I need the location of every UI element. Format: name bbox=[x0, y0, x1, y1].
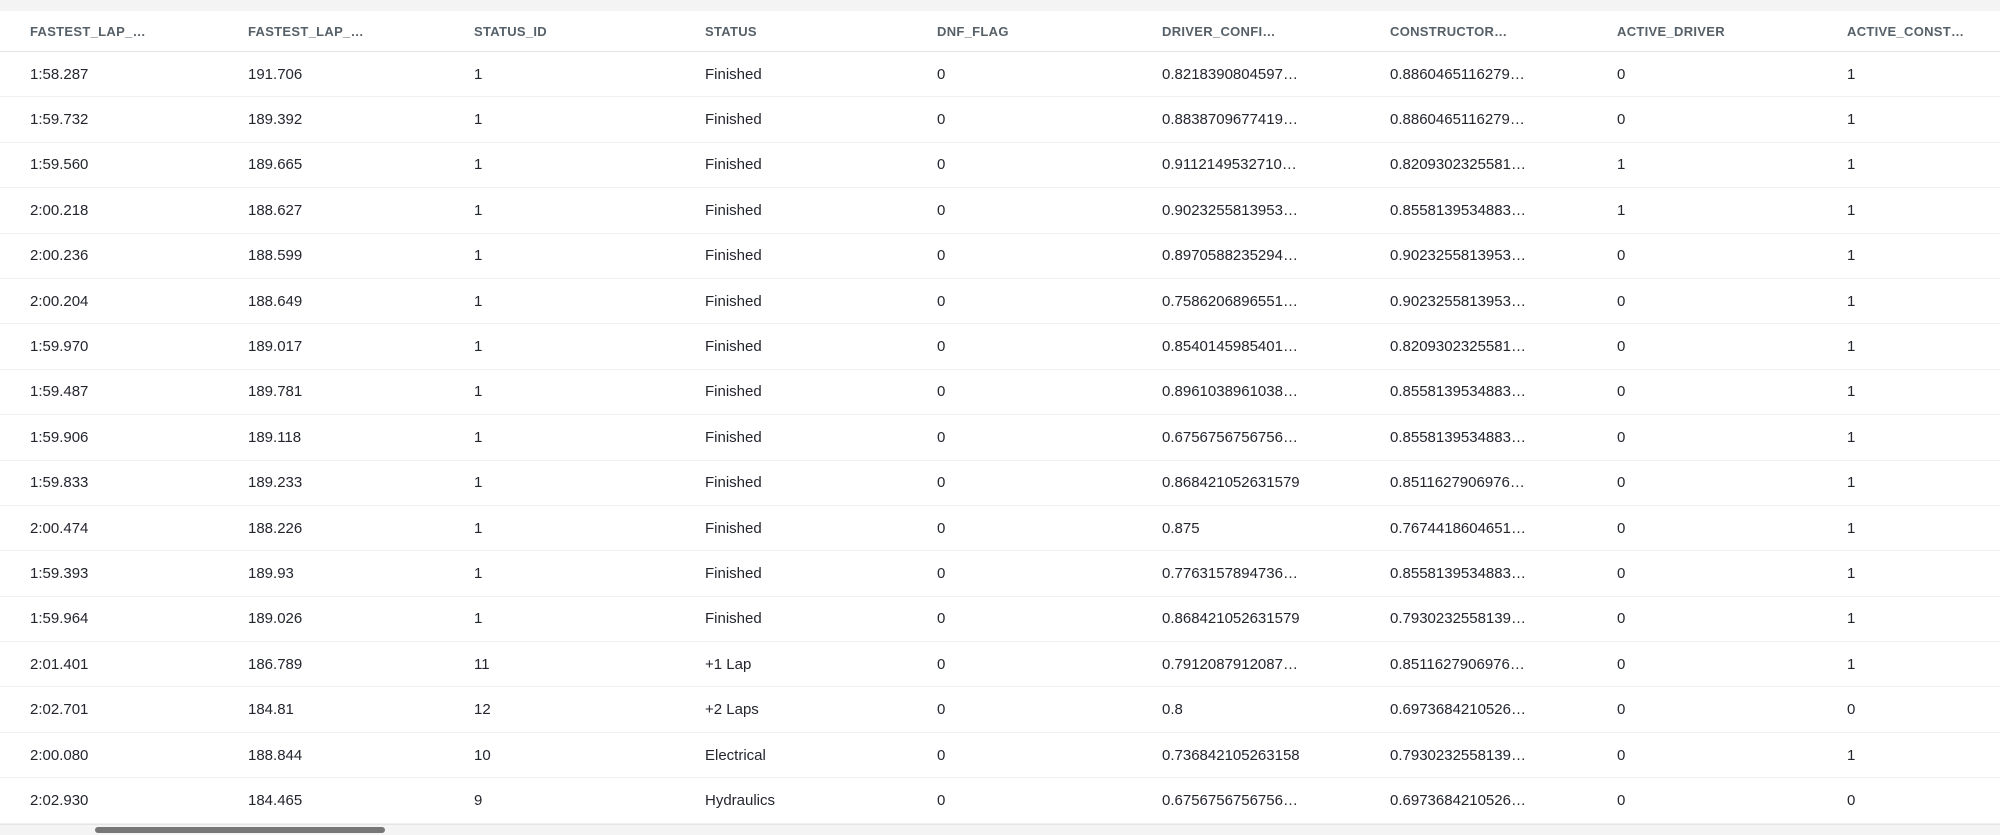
table-cell[interactable]: 0 bbox=[1617, 428, 1626, 446]
table-cell[interactable]: 0.9023255813953… bbox=[1390, 247, 1526, 265]
table-cell[interactable]: 0.7912087912087… bbox=[1162, 655, 1298, 673]
table-row bbox=[0, 143, 2000, 188]
table-cell[interactable]: 1 bbox=[474, 610, 483, 628]
table-cell[interactable]: 0.8558139534883… bbox=[1390, 428, 1526, 446]
table-cell[interactable]: Finished bbox=[705, 428, 762, 446]
table-cell[interactable]: 0 bbox=[937, 655, 946, 673]
table-row bbox=[0, 370, 2000, 415]
table-cell[interactable]: 0 bbox=[937, 791, 946, 809]
table-cell[interactable]: 2:00.474 bbox=[30, 519, 89, 537]
table-cell[interactable]: 1 bbox=[1847, 655, 1856, 673]
table-body bbox=[0, 52, 2000, 824]
table-cell[interactable]: Finished bbox=[705, 383, 762, 401]
table-cell[interactable]: 1:59.833 bbox=[30, 474, 89, 492]
table-cell[interactable]: 184.465 bbox=[248, 791, 303, 809]
table-cell[interactable]: 1 bbox=[1847, 111, 1856, 129]
table-cell[interactable]: 1 bbox=[1847, 338, 1856, 356]
table-cell[interactable]: Electrical bbox=[705, 746, 766, 764]
table-cell[interactable]: 0.8209302325581… bbox=[1390, 156, 1526, 174]
table-cell[interactable]: 1:59.906 bbox=[30, 428, 89, 446]
table-cell[interactable]: 2:02.701 bbox=[30, 701, 89, 719]
table-cell[interactable]: 0 bbox=[1617, 383, 1626, 401]
table-cell[interactable]: 0.8558139534883… bbox=[1390, 383, 1526, 401]
table-cell[interactable]: 1 bbox=[474, 564, 483, 582]
table-row bbox=[0, 97, 2000, 142]
table-cell[interactable]: 0 bbox=[937, 65, 946, 83]
table-cell[interactable]: 0.7930232558139… bbox=[1390, 746, 1526, 764]
table-row bbox=[0, 234, 2000, 279]
table-cell[interactable]: 188.599 bbox=[248, 247, 303, 265]
table-cell[interactable]: 1:59.487 bbox=[30, 383, 89, 401]
table-cell[interactable]: +1 Lap bbox=[705, 655, 752, 673]
table-cell[interactable]: 0 bbox=[937, 428, 946, 446]
table-cell[interactable]: 0.8511627906976… bbox=[1390, 655, 1525, 673]
table-cell[interactable]: 0 bbox=[937, 564, 946, 582]
table-cell[interactable]: 188.627 bbox=[248, 201, 303, 219]
table-row bbox=[0, 415, 2000, 460]
table-cell[interactable]: 0 bbox=[937, 247, 946, 265]
table-cell[interactable]: 1 bbox=[1847, 519, 1856, 537]
table-cell[interactable]: 0.8511627906976… bbox=[1390, 474, 1525, 492]
table-cell[interactable]: 1 bbox=[1847, 428, 1856, 446]
table-cell[interactable]: 184.81 bbox=[248, 701, 294, 719]
table-cell[interactable]: 0.875 bbox=[1162, 519, 1200, 537]
table-cell[interactable]: 0 bbox=[1617, 746, 1626, 764]
column-header-status-id[interactable]: STATUS_ID bbox=[474, 23, 548, 39]
table-cell[interactable]: 0 bbox=[1617, 519, 1626, 537]
table-cell[interactable]: Finished bbox=[705, 111, 762, 129]
table-cell[interactable]: 0.6973684210526… bbox=[1390, 791, 1526, 809]
table-cell[interactable]: 189.665 bbox=[248, 156, 303, 174]
table-cell[interactable]: 0.8860465116279… bbox=[1390, 111, 1525, 129]
table-cell[interactable]: 2:01.401 bbox=[30, 655, 89, 673]
table-cell[interactable]: 0.7763157894736… bbox=[1162, 564, 1298, 582]
table-cell[interactable]: 0 bbox=[937, 474, 946, 492]
table-cell[interactable]: 1 bbox=[474, 338, 483, 356]
table-cell[interactable]: 0.7586206896551… bbox=[1162, 292, 1298, 310]
table-cell[interactable]: 0 bbox=[937, 701, 946, 719]
table-cell[interactable]: 2:00.204 bbox=[30, 292, 89, 310]
table-cell[interactable]: 1 bbox=[1847, 247, 1856, 265]
table-row bbox=[0, 551, 2000, 596]
table-cell[interactable]: 0.9023255813953… bbox=[1162, 201, 1298, 219]
table-cell[interactable]: 2:00.236 bbox=[30, 247, 89, 265]
table-cell[interactable]: 0.7930232558139… bbox=[1390, 610, 1526, 628]
table-row bbox=[0, 461, 2000, 506]
table-row bbox=[0, 642, 2000, 687]
table-cell[interactable]: 1 bbox=[474, 156, 483, 174]
table-cell[interactable]: 0 bbox=[1617, 564, 1626, 582]
table-cell[interactable]: 1 bbox=[474, 292, 483, 310]
table-cell[interactable]: 0 bbox=[1847, 791, 1856, 809]
table-cell[interactable]: 1 bbox=[474, 474, 483, 492]
table-cell[interactable]: 1 bbox=[474, 247, 483, 265]
table-cell[interactable]: 11 bbox=[474, 655, 490, 673]
table-cell[interactable]: 0.8838709677419… bbox=[1162, 111, 1298, 129]
table-cell[interactable]: 0.6756756756756… bbox=[1162, 428, 1298, 446]
table-cell[interactable]: 0 bbox=[1847, 701, 1856, 719]
table-row bbox=[0, 52, 2000, 97]
table-cell[interactable]: 186.789 bbox=[248, 655, 303, 673]
table-cell[interactable]: 2:00.218 bbox=[30, 201, 89, 219]
table-cell[interactable]: 189.017 bbox=[248, 338, 303, 356]
column-header-driver-confidence[interactable]: DRIVER_CONFI… bbox=[1162, 23, 1276, 39]
table-cell[interactable]: 1 bbox=[1847, 201, 1856, 219]
table-row bbox=[0, 687, 2000, 732]
table-cell[interactable]: 0.736842105263158 bbox=[1162, 746, 1300, 764]
table-cell[interactable]: 0 bbox=[937, 292, 946, 310]
table-cell[interactable]: 0 bbox=[937, 746, 946, 764]
column-header-dnf-flag[interactable]: DNF_FLAG bbox=[937, 23, 1009, 39]
table-cell[interactable]: 1 bbox=[1847, 383, 1856, 401]
table-cell[interactable]: 0 bbox=[1617, 474, 1626, 492]
table-cell[interactable]: 0 bbox=[1617, 701, 1626, 719]
table-cell[interactable]: 0.868421052631579 bbox=[1162, 474, 1300, 492]
table-cell[interactable]: 2:00.080 bbox=[30, 746, 89, 764]
table-cell[interactable]: +2 Laps bbox=[705, 701, 759, 719]
table-cell[interactable]: 0 bbox=[1617, 791, 1626, 809]
table-cell[interactable]: Finished bbox=[705, 610, 762, 628]
table-cell[interactable]: 0 bbox=[1617, 338, 1626, 356]
table-cell[interactable]: 0.8860465116279… bbox=[1390, 65, 1525, 83]
table-cell[interactable]: 0 bbox=[937, 338, 946, 356]
table-cell[interactable]: 1 bbox=[1847, 65, 1856, 83]
table-cell[interactable]: 1:59.732 bbox=[30, 111, 89, 129]
table-cell[interactable]: 10 bbox=[474, 746, 491, 764]
table-cell[interactable]: 189.93 bbox=[248, 564, 294, 582]
table-cell[interactable]: 1 bbox=[1847, 746, 1856, 764]
table-cell[interactable]: Finished bbox=[705, 474, 762, 492]
table-cell[interactable]: 0.6756756756756… bbox=[1162, 791, 1298, 809]
table-cell[interactable]: 1 bbox=[474, 428, 483, 446]
table-cell[interactable]: 1 bbox=[1847, 292, 1856, 310]
table-cell[interactable]: 188.844 bbox=[248, 746, 303, 764]
column-header-fastest-lap-speed[interactable]: FASTEST_LAP_… bbox=[248, 23, 364, 39]
table-row bbox=[0, 778, 2000, 823]
table-cell[interactable]: 0 bbox=[937, 201, 946, 219]
table-cell[interactable]: 1 bbox=[1847, 564, 1856, 582]
table-cell[interactable]: 189.026 bbox=[248, 610, 303, 628]
table-row bbox=[0, 733, 2000, 778]
table-cell[interactable]: Finished bbox=[705, 519, 762, 537]
table-cell[interactable]: 12 bbox=[474, 701, 491, 719]
table-cell[interactable]: 0 bbox=[937, 156, 946, 174]
table-cell[interactable]: 0.8970588235294… bbox=[1162, 247, 1298, 265]
table-cell[interactable]: 1:59.970 bbox=[30, 338, 89, 356]
table-cell[interactable]: 0 bbox=[1617, 65, 1626, 83]
table-cell[interactable]: 191.706 bbox=[248, 65, 303, 83]
table-cell[interactable]: Hydraulics bbox=[705, 791, 776, 809]
table-cell[interactable]: 189.392 bbox=[248, 111, 303, 129]
table-cell[interactable]: 0 bbox=[1617, 111, 1626, 129]
table-cell[interactable]: Finished bbox=[705, 338, 762, 356]
column-header-fastest-lap-time[interactable]: FASTEST_LAP_… bbox=[30, 23, 146, 39]
table-cell[interactable]: 189.233 bbox=[248, 474, 303, 492]
column-header-status[interactable]: STATUS bbox=[705, 23, 757, 39]
table-cell[interactable]: Finished bbox=[705, 156, 762, 174]
table-cell[interactable]: 0.868421052631579 bbox=[1162, 610, 1300, 628]
table-cell[interactable]: 1 bbox=[1847, 156, 1856, 174]
table-cell[interactable]: 1 bbox=[1617, 201, 1626, 219]
table-cell[interactable]: 1 bbox=[474, 383, 483, 401]
table-cell[interactable]: 0 bbox=[1617, 655, 1626, 673]
table-cell[interactable]: 0.8961038961038… bbox=[1162, 383, 1298, 401]
table-cell[interactable]: Finished bbox=[705, 292, 762, 310]
table-cell[interactable]: 0.6973684210526… bbox=[1390, 701, 1526, 719]
table-cell[interactable]: 188.649 bbox=[248, 292, 303, 310]
table-cell[interactable]: 0.8 bbox=[1162, 701, 1183, 719]
table-cell[interactable]: 2:02.930 bbox=[30, 791, 89, 809]
table-cell[interactable]: 0.8218390804597… bbox=[1162, 65, 1298, 83]
horizontal-scrollbar[interactable] bbox=[0, 824, 2000, 835]
table-cell[interactable]: 188.226 bbox=[248, 519, 303, 537]
table-cell[interactable]: 0 bbox=[937, 111, 946, 129]
table-cell[interactable]: 1 bbox=[1617, 156, 1626, 174]
table-cell[interactable]: 1 bbox=[474, 519, 483, 537]
table-cell[interactable]: 1:58.287 bbox=[30, 65, 89, 83]
table-cell[interactable]: 189.118 bbox=[248, 428, 302, 446]
column-header-constructor-confidence[interactable]: CONSTRUCTOR… bbox=[1390, 23, 1508, 39]
table-cell[interactable]: 0.9112149532710… bbox=[1162, 156, 1297, 174]
table-row bbox=[0, 279, 2000, 324]
table-cell[interactable]: Finished bbox=[705, 201, 762, 219]
column-header-active-constructor[interactable]: ACTIVE_CONST… bbox=[1847, 23, 1965, 39]
table-cell[interactable]: 1 bbox=[1847, 474, 1856, 492]
table-cell[interactable]: 0 bbox=[937, 383, 946, 401]
table-cell[interactable]: 1 bbox=[1847, 610, 1856, 628]
table-cell[interactable]: 1:59.964 bbox=[30, 610, 89, 628]
table-row bbox=[0, 324, 2000, 369]
table-cell[interactable]: 0 bbox=[1617, 247, 1626, 265]
scrollbar-thumb[interactable] bbox=[95, 827, 385, 833]
table-cell[interactable]: Finished bbox=[705, 247, 762, 265]
table-cell[interactable]: 0.8558139534883… bbox=[1390, 201, 1526, 219]
table-cell[interactable]: 1 bbox=[474, 111, 483, 129]
table-header bbox=[0, 11, 2000, 52]
table-row bbox=[0, 188, 2000, 233]
top-strip bbox=[0, 0, 2000, 11]
table-cell[interactable]: Finished bbox=[705, 564, 762, 582]
table-cell[interactable]: 1 bbox=[474, 201, 483, 219]
table-cell[interactable]: 0.8209302325581… bbox=[1390, 338, 1526, 356]
table-row bbox=[0, 597, 2000, 642]
table-cell[interactable]: 0 bbox=[1617, 292, 1626, 310]
table-cell[interactable]: 0 bbox=[1617, 610, 1626, 628]
table-cell[interactable]: 1 bbox=[474, 65, 483, 83]
table-cell[interactable]: Finished bbox=[705, 65, 762, 83]
table-cell[interactable]: 9 bbox=[474, 791, 483, 809]
table-row bbox=[0, 506, 2000, 551]
table-cell[interactable]: 0 bbox=[937, 610, 946, 628]
table-cell[interactable]: 1:59.393 bbox=[30, 564, 89, 582]
table-cell[interactable]: 1:59.560 bbox=[30, 156, 89, 174]
table-cell[interactable]: 0.8558139534883… bbox=[1390, 564, 1526, 582]
table-cell[interactable]: 0.8540145985401… bbox=[1162, 338, 1298, 356]
column-header-active-driver[interactable]: ACTIVE_DRIVER bbox=[1617, 23, 1725, 39]
table-cell[interactable]: 0.7674418604651… bbox=[1390, 519, 1526, 537]
table-cell[interactable]: 189.781 bbox=[248, 383, 303, 401]
table-cell[interactable]: 0 bbox=[937, 519, 946, 537]
table-cell[interactable]: 0.9023255813953… bbox=[1390, 292, 1526, 310]
